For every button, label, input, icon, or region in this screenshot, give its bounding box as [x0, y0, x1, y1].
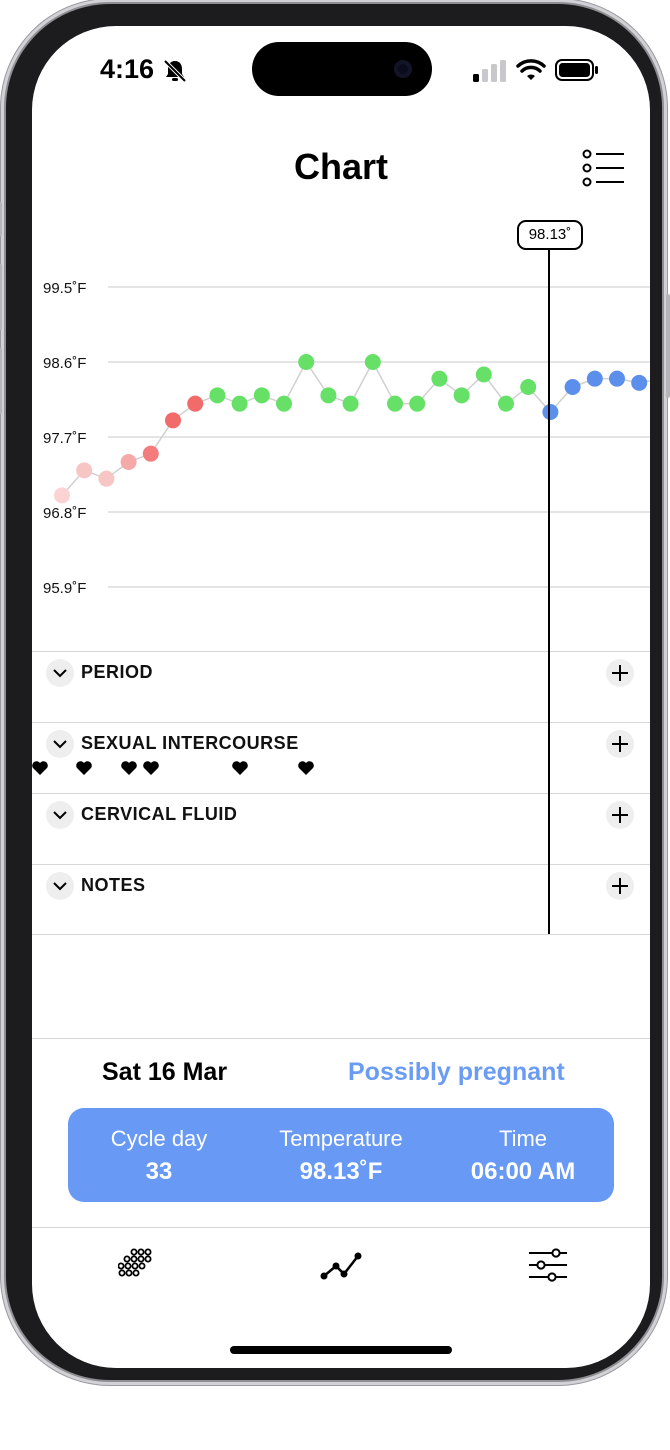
selected-date: Sat 16 Mar: [102, 1058, 228, 1086]
temperature-point[interactable]: [343, 396, 359, 412]
temperature-point[interactable]: [387, 396, 403, 412]
temperature-line: [62, 362, 650, 495]
y-tick-label: 95.9˚F: [43, 580, 87, 597]
app-screen: [32, 26, 650, 1368]
battery-icon: [555, 59, 599, 81]
chevron-down-icon[interactable]: [46, 872, 74, 900]
temperature-point[interactable]: [232, 396, 248, 412]
temperature-column: [250, 1108, 432, 1202]
add-icon[interactable]: [606, 801, 634, 829]
temperature-point[interactable]: [76, 462, 92, 478]
temperature-point[interactable]: [276, 396, 292, 412]
temperature-point[interactable]: [542, 404, 558, 420]
time-label: Time: [498, 1126, 548, 1151]
heart-icon: [142, 760, 160, 776]
dynamic-island: [252, 42, 432, 96]
heart-icon: [75, 760, 93, 776]
temperature-point[interactable]: [121, 454, 137, 470]
section-label: CERVICAL FLUID: [81, 804, 238, 824]
section-sexual-intercourse: [32, 722, 650, 793]
heart-icon: [297, 760, 315, 776]
selected-day-line[interactable]: [548, 248, 550, 934]
temperature-point[interactable]: [454, 387, 470, 403]
home-indicator[interactable]: [230, 1346, 452, 1354]
temperature-point[interactable]: [409, 396, 425, 412]
section-label: SEXUAL INTERCOURSE: [81, 733, 299, 753]
list-menu-icon[interactable]: [582, 149, 626, 187]
cycle-status: Possibly pregnant: [348, 1058, 565, 1086]
temperature-point[interactable]: [476, 367, 492, 383]
day-info-card[interactable]: [68, 1108, 614, 1202]
volume-down-button: [0, 348, 2, 414]
add-icon[interactable]: [606, 872, 634, 900]
section-label: NOTES: [81, 875, 146, 895]
chart-icon[interactable]: [320, 1248, 364, 1282]
tabbar-divider: [32, 1227, 650, 1228]
heart-icon: [231, 760, 249, 776]
chevron-down-icon[interactable]: [46, 801, 74, 829]
chevron-down-icon[interactable]: [46, 730, 74, 758]
temperature-point[interactable]: [165, 412, 181, 428]
selected-temperature-label: 98.13˚: [517, 220, 583, 250]
time-column: [432, 1108, 614, 1202]
cycle-day-value: 33: [145, 1158, 173, 1185]
temperature-value: 98.13˚F: [299, 1158, 383, 1185]
temperature-point[interactable]: [209, 387, 225, 403]
section-period: [32, 651, 650, 722]
temperature-point[interactable]: [98, 471, 114, 487]
y-tick-label: 98.6˚F: [43, 355, 87, 372]
temperature-point[interactable]: [431, 371, 447, 387]
add-icon[interactable]: [606, 730, 634, 758]
section-notes: [32, 864, 650, 935]
bell-muted-icon: [162, 58, 188, 84]
temperature-point[interactable]: [254, 387, 270, 403]
temperature-point[interactable]: [565, 379, 581, 395]
temperature-point[interactable]: [365, 354, 381, 370]
temperature-point[interactable]: [498, 396, 514, 412]
status-time: 4:16: [100, 54, 155, 84]
cycle-day-column: [68, 1108, 250, 1202]
cycle-dots-icon[interactable]: [118, 1248, 152, 1282]
temperature-point[interactable]: [54, 487, 70, 503]
time-value: 06:00 AM: [470, 1158, 576, 1185]
temperature-chart[interactable]: [32, 211, 650, 651]
cellular-signal-icon: [473, 60, 507, 82]
add-icon[interactable]: [606, 659, 634, 687]
y-tick-label: 97.7˚F: [43, 430, 87, 447]
temperature-point[interactable]: [187, 396, 203, 412]
temperature-point[interactable]: [298, 354, 314, 370]
temperature-point[interactable]: [631, 375, 647, 391]
volume-up-button: [0, 264, 2, 330]
phone-frame: [6, 4, 662, 1380]
temperature-label: Temperature: [279, 1126, 403, 1151]
camera-icon: [394, 60, 412, 78]
y-tick-label: 99.5˚F: [43, 280, 87, 297]
temperature-point[interactable]: [520, 379, 536, 395]
section-cervical-fluid: [32, 793, 650, 864]
temperature-point[interactable]: [320, 387, 336, 403]
heart-icon: [32, 760, 49, 776]
page-title: Chart: [293, 146, 388, 187]
section-divider: [32, 934, 650, 935]
chevron-down-icon[interactable]: [46, 659, 74, 687]
summary-divider: [32, 1038, 650, 1039]
y-tick-label: 96.8˚F: [43, 505, 87, 522]
wifi-icon: [516, 58, 546, 82]
temperature-point[interactable]: [587, 371, 603, 387]
heart-icon: [120, 760, 138, 776]
settings-sliders-icon[interactable]: [528, 1248, 568, 1282]
temperature-point[interactable]: [143, 446, 159, 462]
action-button: [0, 202, 2, 236]
power-button: [666, 294, 670, 398]
section-label: PERIOD: [81, 662, 154, 682]
temperature-point[interactable]: [609, 371, 625, 387]
cycle-day-label: Cycle day: [110, 1126, 208, 1151]
